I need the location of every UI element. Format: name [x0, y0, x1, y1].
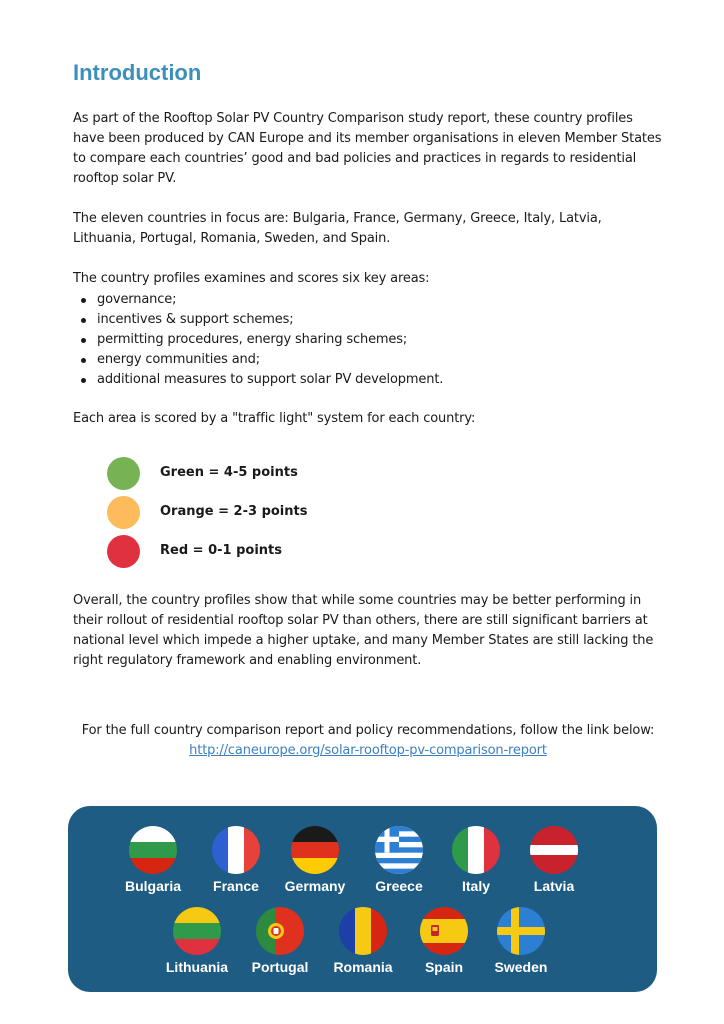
france-flag-icon [212, 826, 260, 874]
bullet-icon [81, 318, 86, 323]
red-circle-icon [107, 535, 140, 568]
portugal-flag-icon [256, 907, 304, 955]
list-item: governance; [73, 290, 663, 310]
country-name: Lithuania [165, 959, 229, 975]
legend-label: Green = 4-5 points [160, 465, 298, 480]
bullet-icon [81, 298, 86, 303]
bullet-icon [81, 378, 86, 383]
country-flags-panel [68, 806, 657, 992]
spain-flag-icon [420, 907, 468, 955]
legend-label: Red = 0-1 points [160, 543, 282, 558]
country-name: Italy [461, 878, 490, 894]
country-bulgaria [105, 826, 201, 894]
scoring-intro: Each area is scored by a "traffic light" system for each country: [73, 411, 476, 426]
list-item: additional measures to support solar PV development. [73, 370, 663, 390]
country-germany [267, 826, 363, 894]
overall-paragraph: Overall, the country profiles show that while some countries may be better performing in their rollout of residential rooftop solar PV than others, there are still significant barriers at national level which impede a higher uptake, and many Member States are still lacking the right regulatory framework and enabling environment. [73, 593, 654, 668]
list-item: energy communities and; [73, 350, 663, 370]
country-latvia [506, 826, 602, 894]
bullet-icon [81, 338, 86, 343]
country-name: Romania [333, 959, 393, 975]
country-name: Sweden [494, 959, 548, 975]
report-link[interactable]: http://caneurope.org/solar-rooftop-pv-comparison-report [189, 743, 547, 758]
country-lithuania [149, 907, 245, 975]
intro-paragraph: As part of the Rooftop Solar PV Country Comparison study report, these country profiles have been produced by CAN Europe and its member organisations in eleven Member States to compare each countries’ good and bad policies and practices in regards to residential rooftop solar PV. [73, 111, 662, 186]
country-sweden [473, 907, 569, 975]
orange-circle-icon [107, 496, 140, 529]
report-link-line [73, 741, 663, 761]
greece-flag-icon [375, 826, 423, 874]
romania-flag-icon [339, 907, 387, 955]
country-name: France [213, 878, 259, 894]
areas-intro: The country profiles examines and scores six key areas: [73, 271, 430, 286]
germany-flag-icon [291, 826, 339, 874]
latvia-flag-icon [530, 826, 578, 874]
country-name: Spain [424, 959, 464, 975]
list-item: permitting procedures, energy sharing schemes; [73, 330, 663, 350]
key-areas-list [73, 290, 663, 390]
page-title: Introduction [73, 60, 202, 85]
bulgaria-flag-icon [129, 826, 177, 874]
country-name: Latvia [533, 878, 575, 894]
bullet-icon [81, 358, 86, 363]
sweden-flag-icon [497, 907, 545, 955]
list-item: incentives & support schemes; [73, 310, 663, 330]
report-note: For the full country comparison report and policy recommendations, follow the link below: [81, 723, 655, 738]
country-portugal [232, 907, 328, 975]
country-name: Greece [375, 878, 423, 894]
italy-flag-icon [452, 826, 500, 874]
country-name: Bulgaria [124, 878, 181, 894]
lithuania-flag-icon [173, 907, 221, 955]
country-name: Portugal [251, 959, 309, 975]
country-name: Germany [284, 878, 346, 894]
legend-label: Orange = 2-3 points [160, 504, 308, 519]
green-circle-icon [107, 457, 140, 490]
countries-paragraph: The eleven countries in focus are: Bulgaria, France, Germany, Greece, Italy, Latvia, Lithuania, Portugal, Romania, Sweden, and Spain. [73, 211, 602, 246]
